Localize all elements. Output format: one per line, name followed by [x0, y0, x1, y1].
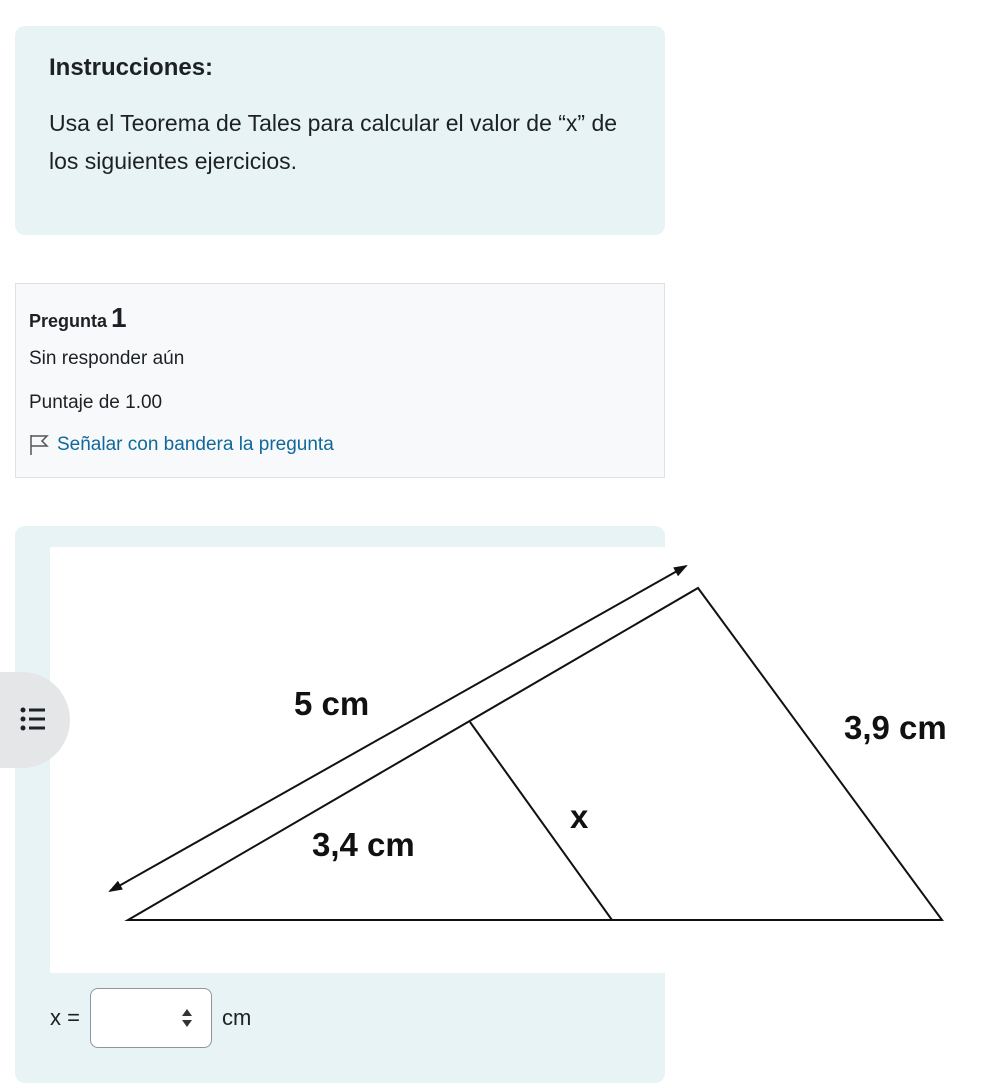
question-state: Sin responder aún [29, 348, 185, 369]
parallel-segment [470, 722, 612, 920]
question-grade: Puntaje de 1.00 [29, 392, 163, 413]
large-triangle [128, 588, 942, 920]
question-number-value: 1 [111, 302, 127, 333]
label-5cm: 5 cm [294, 685, 370, 722]
question-number [29, 302, 651, 334]
thales-figure [50, 547, 990, 973]
label-x: x [570, 798, 589, 835]
instructions-title: Instrucciones: [49, 54, 214, 81]
instructions-text: Usa el Teorema de Tales para calcular el valor de “x” de los siguientes ejercicios. [49, 110, 618, 174]
answer-row [50, 987, 251, 1049]
instructions-panel [15, 26, 665, 235]
question-label: Pregunta [29, 311, 108, 331]
updown-caret-icon [181, 1007, 193, 1029]
question-info [15, 283, 665, 478]
label-3-4cm: 3,4 cm [312, 826, 415, 863]
answer-prefix: x = [50, 1005, 80, 1030]
label-3-9cm: 3,9 cm [844, 709, 947, 746]
flag-icon [29, 434, 49, 456]
flag-question-link[interactable] [29, 434, 651, 456]
answer-select[interactable] [90, 988, 212, 1048]
flag-question-label[interactable]: Señalar con bandera la pregunta [57, 434, 334, 455]
answer-unit: cm [221, 1005, 252, 1030]
list-icon [20, 706, 46, 732]
